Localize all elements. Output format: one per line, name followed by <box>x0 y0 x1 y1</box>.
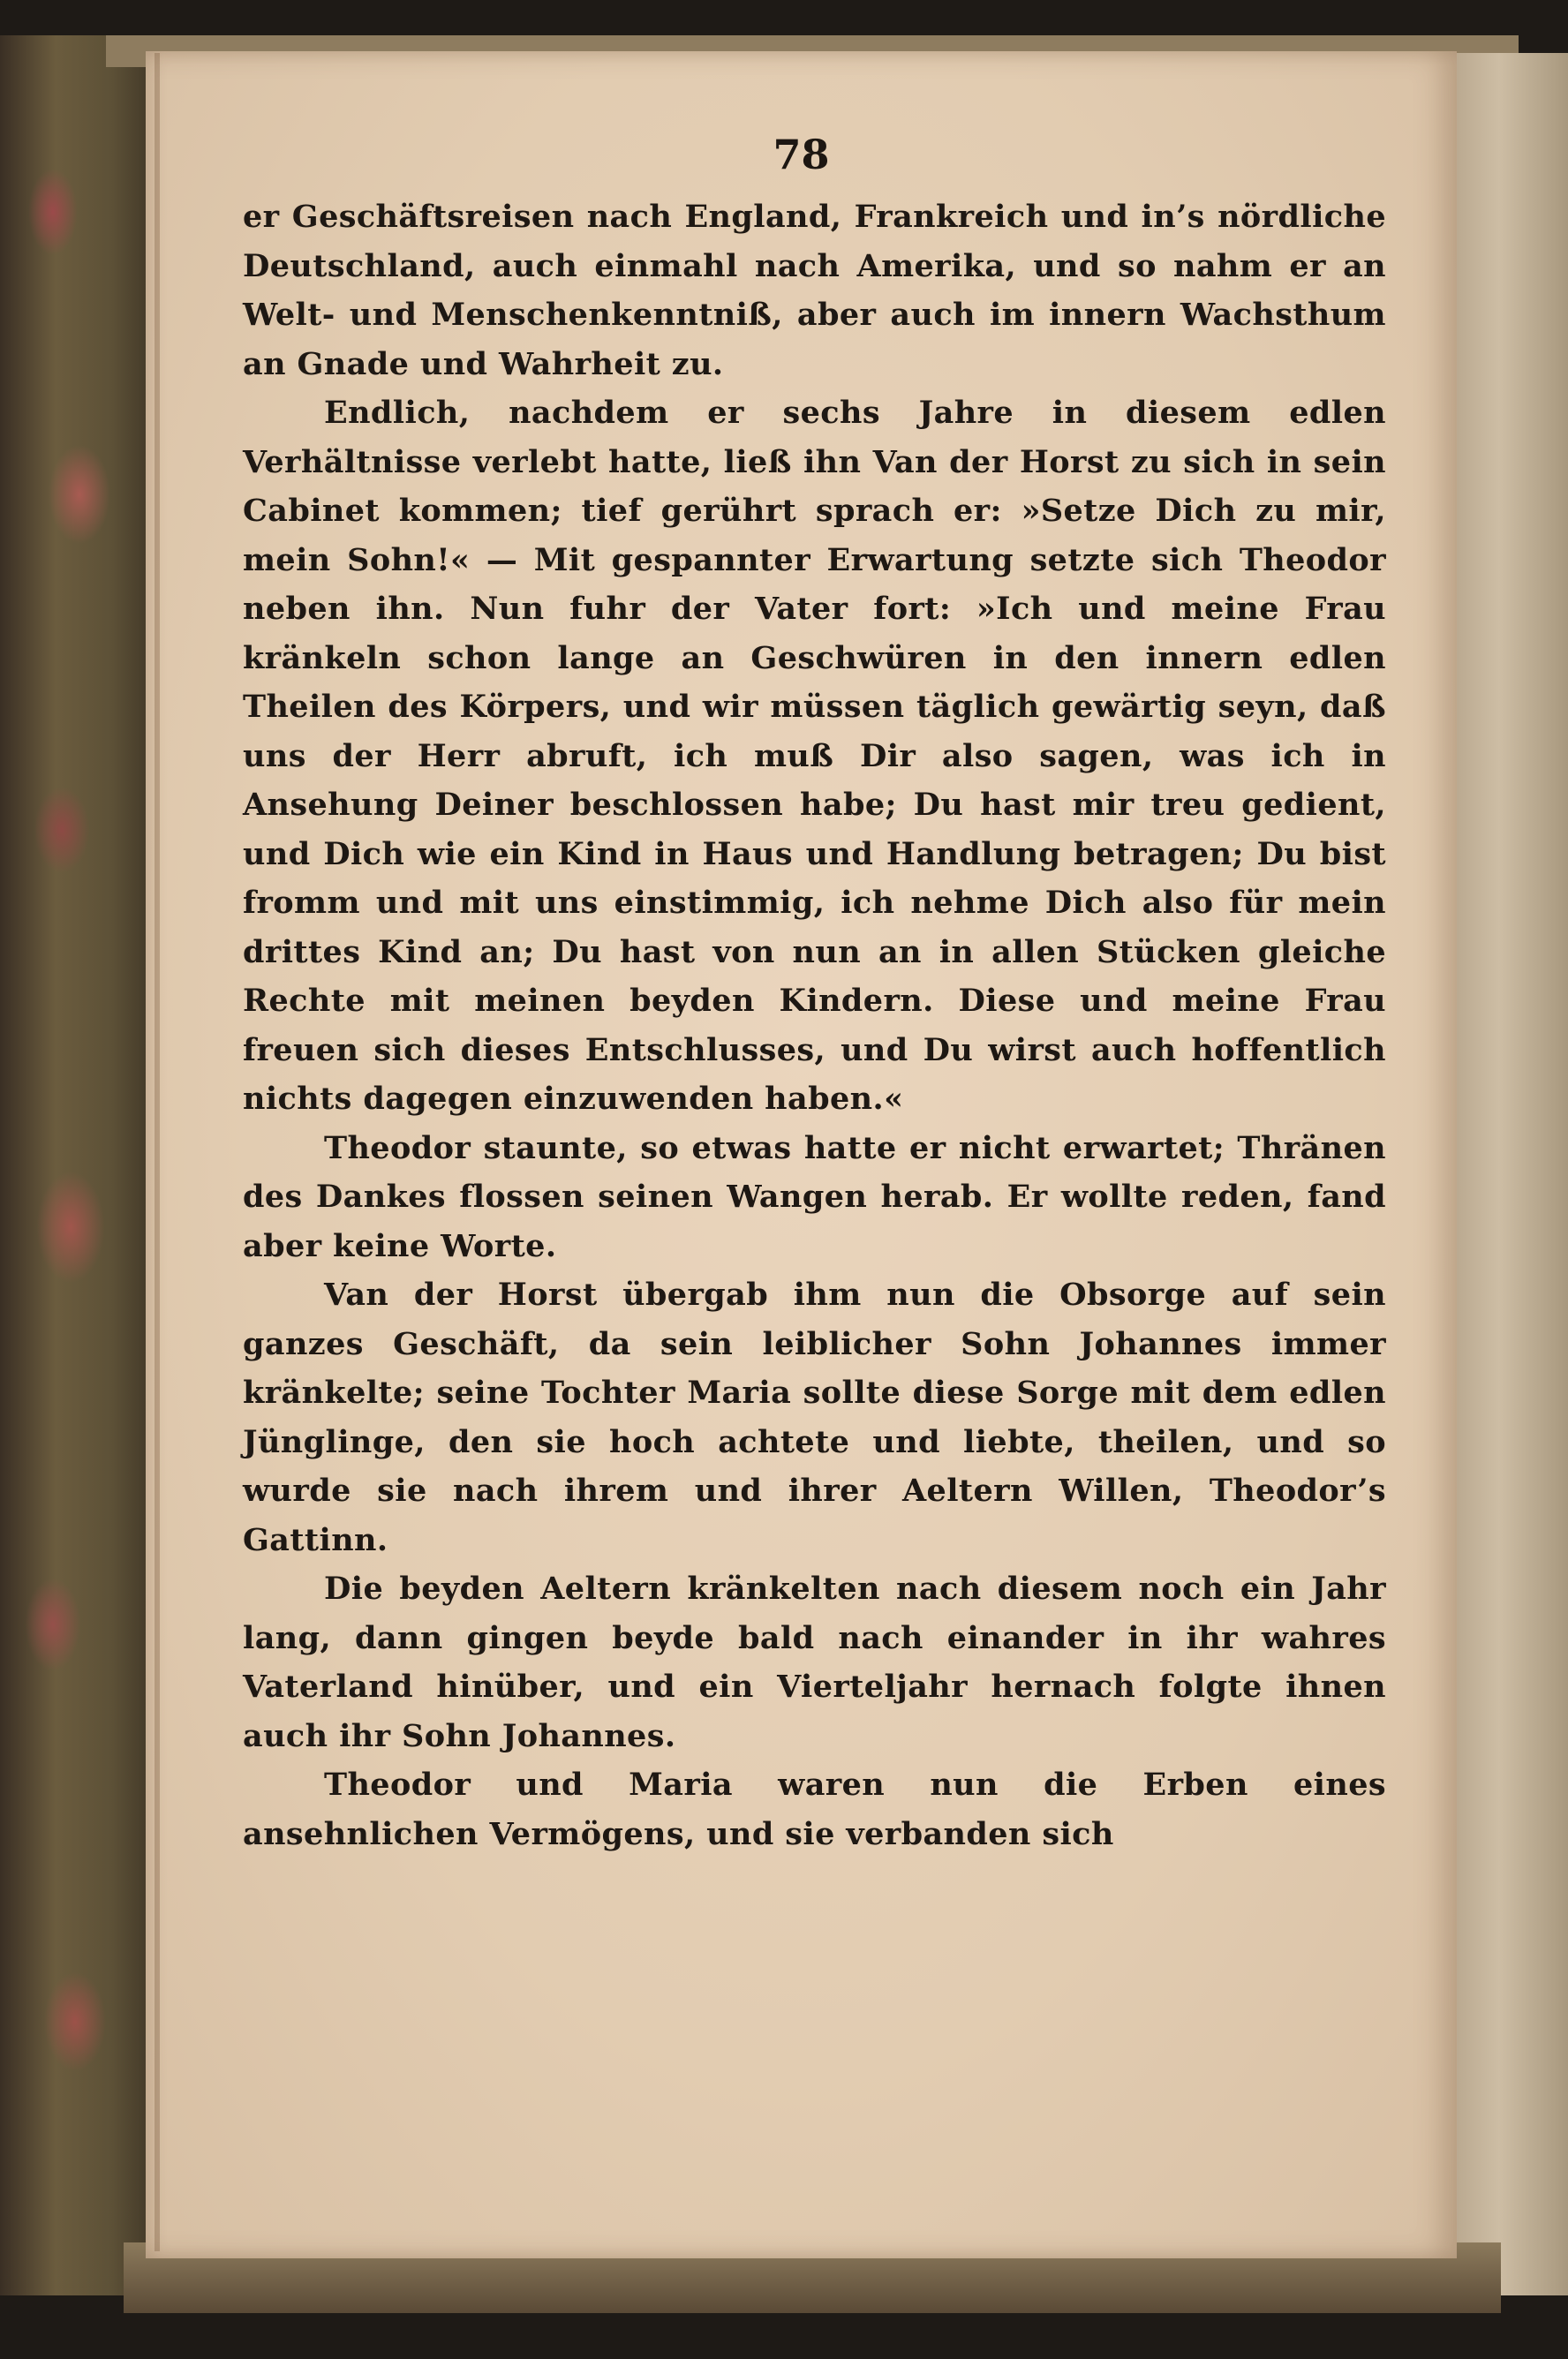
paragraph-endlich: Endlich, nachdem er sechs Jahre in diesem edlen Verhältnisse verlebt hatte, ließ ihn Van der Horst zu sich in sein Cabinet kommen; tief gerührt sprach er: »Setze Dich zu mir, mein Sohn!« — Mit gespannter Erwartung setzte sich Theodor neben ihn. Nun fuhr der Vater fort: »Ich und meine Frau kränkeln schon lange an Geschwüren in den innern edlen Theilen des Körpers, und wir müssen täglich gewärtig seyn, daß uns der Herr abruft, ich muß Dir also sagen, was ich in Ansehung Deiner beschlossen habe; Du hast mir treu gedient, und Dich wie ein Kind in Haus und Handlung betragen; Du bist fromm und mit uns einstimmig, ich nehme Dich also für mein drittes Kind an; Du hast von nun an in allen Stücken gleiche Rechte mit meinen beyden Kindern. Diese und meine Frau freuen sich dieses Entschlusses, und Du wirst auch hoffentlich nichts dagegen einzuwenden haben.« <box>243 395 1386 1117</box>
page-body-text <box>243 192 1386 1858</box>
page-gutter <box>155 53 160 2251</box>
paragraph-die-beyden-aeltern: Die beyden Aeltern kränkelten nach diesem noch ein Jahr lang, dann gingen beyde bald nach einander in ihr wahres Vaterland hinüber, und ein Vierteljahr hernach folgte ihnen auch ihr Sohn Johannes. <box>243 1571 1386 1754</box>
paragraph-van-der-horst: Van der Horst übergab ihm nun die Obsorge auf sein ganzes Geschäft, da sein leiblicher Sohn Johannes immer kränkelte; seine Tochter Maria sollte diese Sorge mit dem edlen Jünglinge, den sie hoch achtete und liebte, theilen, und so wurde sie nach ihrem und ihrer Aeltern Willen, Theodor’s Gattinn. <box>243 1277 1386 1558</box>
book-page <box>146 51 1457 2258</box>
paragraph-theodor-staunte: Theodor staunte, so etwas hatte er nicht erwartet; Thränen des Dankes flossen seinen Wangen herab. Er wollte reden, fand aber keine Worte. <box>243 1129 1386 1264</box>
paragraph-continuation: er Geschäftsreisen nach England, Frankreich und in’s nördliche Deutschland, auch einmahl nach Amerika, und so nahm er an Welt- und Menschenkenntniß, aber auch im innern Wachsthum an Gnade und Wahrheit zu. <box>243 199 1386 382</box>
page-number: 78 <box>773 131 830 178</box>
paragraph-theodor-und-maria: Theodor und Maria waren nun die Erben eines ansehnlichen Vermögens, und sie verbanden sich <box>243 1767 1386 1852</box>
facing-page-edge <box>1453 53 1568 2295</box>
